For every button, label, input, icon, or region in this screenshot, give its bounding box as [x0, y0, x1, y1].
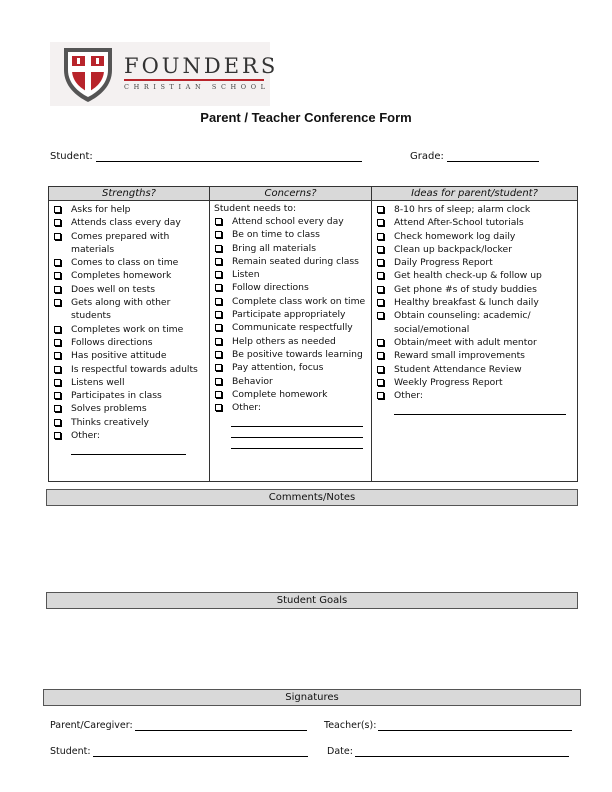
ideas-header: Ideas for parent/student? [372, 187, 577, 201]
checkbox-icon[interactable] [215, 351, 222, 358]
checklist-item[interactable]: Attend After-School tutorials [376, 216, 574, 229]
concerns-column [209, 187, 371, 481]
checkbox-icon[interactable] [215, 364, 222, 371]
strengths-header: Strengths? [49, 187, 209, 201]
checkbox-icon[interactable] [215, 391, 222, 398]
checklist-item[interactable]: Solves problems [53, 402, 206, 415]
form-title: Parent / Teacher Conference Form [200, 110, 412, 125]
checklist-item[interactable]: Complete class work on time [214, 295, 368, 308]
checkbox-icon[interactable] [54, 366, 61, 373]
student-signature-field [50, 746, 308, 757]
checklist-item[interactable]: Obtain counseling: academic/ social/emotional [376, 309, 574, 336]
checklist-item[interactable]: Listens well [53, 376, 206, 389]
checkbox-icon[interactable] [377, 246, 384, 253]
checklist-item[interactable]: Follows directions [53, 336, 206, 349]
concerns-header: Concerns? [210, 187, 371, 201]
checklist-item[interactable]: Other: [376, 389, 574, 415]
checkbox-icon[interactable] [215, 311, 222, 318]
checklist-item[interactable]: Bring all materials [214, 242, 368, 255]
checklist-item[interactable]: Help others as needed [214, 335, 368, 348]
checkbox-icon[interactable] [54, 259, 61, 266]
checklist-item[interactable]: Student Attendance Review [376, 363, 574, 376]
checklist-item[interactable]: Completes homework [53, 269, 206, 282]
checkbox-icon[interactable] [215, 298, 222, 305]
ideas-list [372, 201, 577, 415]
other-idea-input[interactable] [394, 404, 566, 415]
comments-section-header: Comments/Notes [46, 489, 578, 506]
checkbox-icon[interactable] [54, 219, 61, 226]
parent-signature-label: Parent/Caregiver: [50, 720, 133, 731]
teacher-signature-label: Teacher(s): [324, 720, 377, 731]
checkbox-icon[interactable] [54, 419, 61, 426]
checkbox-icon[interactable] [377, 352, 384, 359]
checklist-item[interactable]: Behavior [214, 375, 368, 388]
checklist-item[interactable]: Be positive towards learning [214, 348, 368, 361]
checkbox-icon[interactable] [215, 324, 222, 331]
grade-input[interactable] [447, 151, 539, 162]
checklist-item[interactable]: Pay attention, focus [214, 361, 368, 374]
checklist-item[interactable]: Communicate respectfully [214, 321, 368, 334]
checkbox-icon[interactable] [377, 366, 384, 373]
checkbox-icon[interactable] [377, 272, 384, 279]
checkbox-icon[interactable] [215, 284, 222, 291]
checkbox-icon[interactable] [54, 272, 61, 279]
checkbox-icon[interactable] [215, 338, 222, 345]
checklist-item[interactable]: Attends class every day [53, 216, 206, 229]
checkbox-icon[interactable] [215, 258, 222, 265]
other-strength-input[interactable] [71, 444, 186, 455]
checklist-item[interactable]: Participate appropriately [214, 308, 368, 321]
checklist-item[interactable]: Asks for help [53, 203, 206, 216]
checkbox-icon[interactable] [215, 271, 222, 278]
checklist-item[interactable]: Has positive attitude [53, 349, 206, 362]
checklist-item[interactable]: Get phone #s of study buddies [376, 283, 574, 296]
checkbox-icon[interactable] [377, 392, 384, 399]
checkbox-icon[interactable] [377, 312, 384, 319]
checkbox-icon[interactable] [54, 326, 61, 333]
conference-table [48, 186, 578, 482]
checkbox-icon[interactable] [54, 286, 61, 293]
logo-subtitle: CHRISTIAN SCHOOL [124, 83, 270, 91]
teacher-signature-field [324, 720, 572, 731]
checklist-item[interactable]: Comes prepared with materials [53, 230, 206, 257]
logo-wordmark: FOUNDERS [124, 54, 279, 78]
checkbox-icon[interactable] [54, 299, 61, 306]
checkbox-icon[interactable] [377, 219, 384, 226]
checklist-item[interactable]: Does well on tests [53, 283, 206, 296]
checklist-item[interactable]: Clean up backpack/locker [376, 243, 574, 256]
checkbox-icon[interactable] [377, 379, 384, 386]
checklist-item[interactable]: Healthy breakfast & lunch daily [376, 296, 574, 309]
student-field [50, 151, 362, 162]
checklist-item[interactable]: Completes work on time [53, 323, 206, 336]
checklist-item[interactable]: Get health check-up & follow up [376, 269, 574, 282]
checklist-item[interactable]: Comes to class on time [53, 256, 206, 269]
grade-label: Grade: [410, 151, 444, 162]
student-signature-label: Student: [50, 746, 91, 757]
shield-crest-icon [58, 44, 118, 104]
checkbox-icon[interactable] [215, 218, 222, 225]
checklist-item[interactable]: Is respectful towards adults [53, 363, 206, 376]
checkbox-icon[interactable] [377, 299, 384, 306]
checkbox-icon[interactable] [54, 339, 61, 346]
signatures-section-header: Signatures [43, 689, 581, 706]
concerns-intro: Student needs to: [214, 203, 297, 214]
checkbox-icon[interactable] [54, 352, 61, 359]
checklist-item[interactable]: Reward small improvements [376, 349, 574, 362]
concerns-list [210, 215, 371, 449]
checkbox-icon[interactable] [54, 206, 61, 213]
strengths-list [49, 201, 209, 455]
checklist-item[interactable]: Remain seated during class [214, 255, 368, 268]
teacher-signature-input[interactable] [378, 720, 572, 731]
checkbox-icon[interactable] [215, 404, 222, 411]
checklist-item[interactable]: Daily Progress Report [376, 256, 574, 269]
checkbox-icon[interactable] [377, 233, 384, 240]
other-concern-input-2[interactable] [231, 427, 363, 438]
checkbox-icon[interactable] [377, 286, 384, 293]
checkbox-icon[interactable] [377, 206, 384, 213]
checklist-item[interactable]: Follow directions [214, 281, 368, 294]
other-concern-input-1[interactable] [231, 416, 363, 427]
date-input[interactable] [355, 746, 569, 757]
checklist-item[interactable]: Participates in class [53, 389, 206, 402]
date-label: Date: [327, 746, 353, 757]
checklist-item[interactable]: Attend school every day [214, 215, 368, 228]
strengths-column [49, 187, 209, 481]
checkbox-icon[interactable] [215, 245, 222, 252]
checkbox-icon[interactable] [54, 405, 61, 412]
logo-rule [124, 79, 264, 81]
checklist-item[interactable]: Gets along with other students [53, 296, 206, 323]
ideas-column [371, 187, 577, 481]
checklist-item[interactable]: Listen [214, 268, 368, 281]
checklist-item[interactable]: Weekly Progress Report [376, 376, 574, 389]
school-logo [50, 42, 279, 106]
checkbox-icon[interactable] [54, 379, 61, 386]
parent-signature-input[interactable] [135, 720, 307, 731]
parent-signature-field [50, 720, 307, 731]
student-label: Student: [50, 151, 93, 162]
checkbox-icon[interactable] [377, 259, 384, 266]
student-signature-input[interactable] [93, 746, 308, 757]
checkbox-icon[interactable] [54, 233, 61, 240]
checklist-item[interactable]: 8-10 hrs of sleep; alarm clock [376, 203, 574, 216]
checkbox-icon[interactable] [215, 378, 222, 385]
checkbox-icon[interactable] [377, 339, 384, 346]
checkbox-icon[interactable] [54, 392, 61, 399]
checkbox-icon[interactable] [54, 432, 61, 439]
checklist-item[interactable]: Thinks creatively [53, 416, 206, 429]
checkbox-icon[interactable] [215, 231, 222, 238]
other-concern-input-3[interactable] [231, 438, 363, 449]
grade-field [410, 151, 539, 162]
student-name-input[interactable] [96, 151, 362, 162]
checklist-item[interactable]: Complete homework [214, 388, 368, 401]
date-field [327, 746, 569, 757]
checklist-item[interactable]: Check homework log daily [376, 230, 574, 243]
checklist-item[interactable]: Be on time to class [214, 228, 368, 241]
checklist-item[interactable]: Other: [214, 401, 368, 449]
goals-section-header: Student Goals [46, 592, 578, 609]
checklist-item[interactable]: Obtain/meet with adult mentor [376, 336, 574, 349]
checklist-item[interactable]: Other: [53, 429, 206, 455]
